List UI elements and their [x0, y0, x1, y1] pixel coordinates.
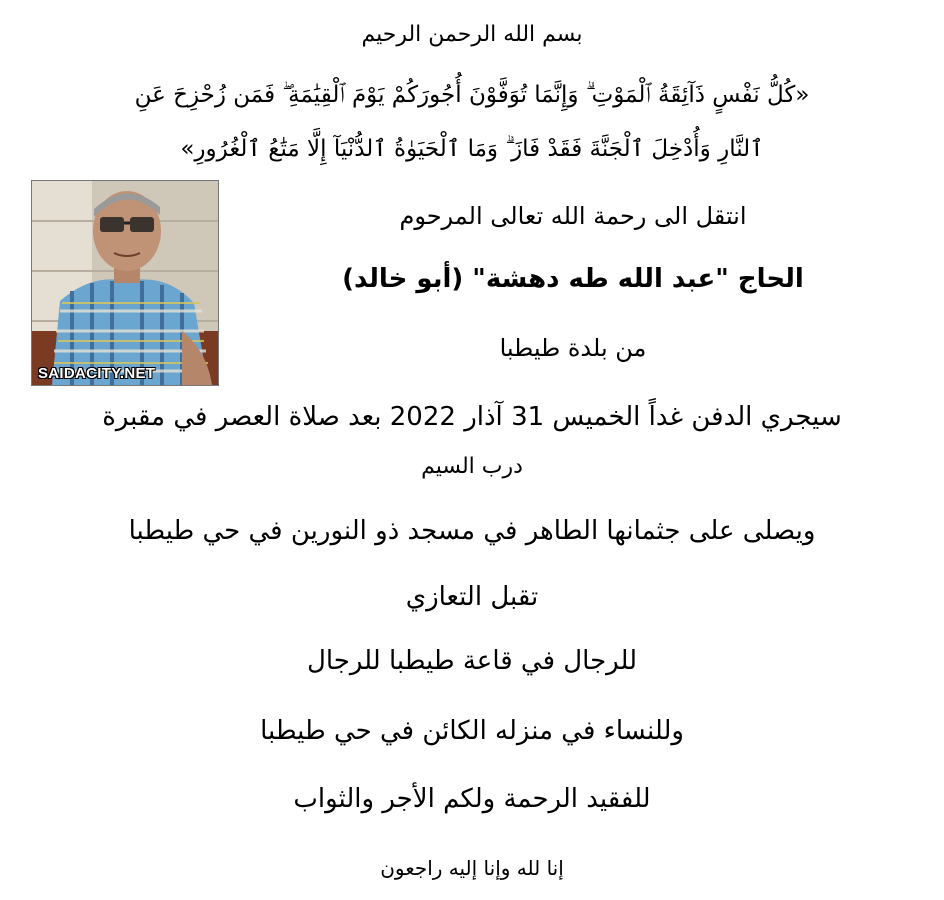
funeral-prayer-line: ويصلى على جثمانها الطاهر في مسجد ذو النورين في حي طيطبا	[128, 516, 816, 546]
portrait-illustration	[32, 181, 218, 385]
condolences-women-line: وللنساء في منزله الكائن في حي طيطبا	[260, 716, 684, 746]
deceased-name: الحاج "عبد الله طه دهشة" (أبو خالد)	[342, 264, 804, 294]
burial-line-1: سيجري الدفن غداً الخميس 31 آذار 2022 بعد صلاة العصر في مقبرة	[102, 402, 842, 432]
watermark-text: SAIDACITY.NET	[38, 365, 156, 382]
condolences-men-line: للرجال في قاعة طيطبا للرجال	[306, 646, 638, 676]
quran-verse-line-1: «كُلُّ نَفْسٍ ذَآئِقَةُ ٱلْمَوْتِ ۗ وَإِنَّمَا تُوَفَّوْنَ أُجُورَكُمْ يَوْمَ ٱلْقِيَٰمَةِ ۖ فَمَن زُحْزِحَ عَنِ	[134, 82, 810, 108]
closing-phrase: إنا لله وإنا إليه راجعون	[380, 856, 564, 880]
burial-line-2: درب السيم	[421, 454, 523, 479]
announcement-intro: انتقل الى رحمة الله تعالى المرحوم	[399, 202, 747, 230]
quran-verse-line-2: ٱلنَّارِ وَأُدْخِلَ ٱلْجَنَّةَ فَقَدْ فَازَ ۗ وَمَا ٱلْحَيَوٰةُ ٱلدُّنْيَآ إِلَّا مَتَٰعُ ٱلْغُرُورِ»	[180, 136, 764, 162]
hometown-line: من بلدة طيطبا	[499, 334, 647, 362]
condolences-heading: تقبل التعازي	[405, 582, 539, 612]
deceased-photo	[31, 180, 219, 386]
mercy-line: للفقيد الرحمة ولكم الأجر والثواب	[293, 784, 651, 814]
basmala-heading: بسم الله الرحمن الرحيم	[361, 22, 583, 47]
